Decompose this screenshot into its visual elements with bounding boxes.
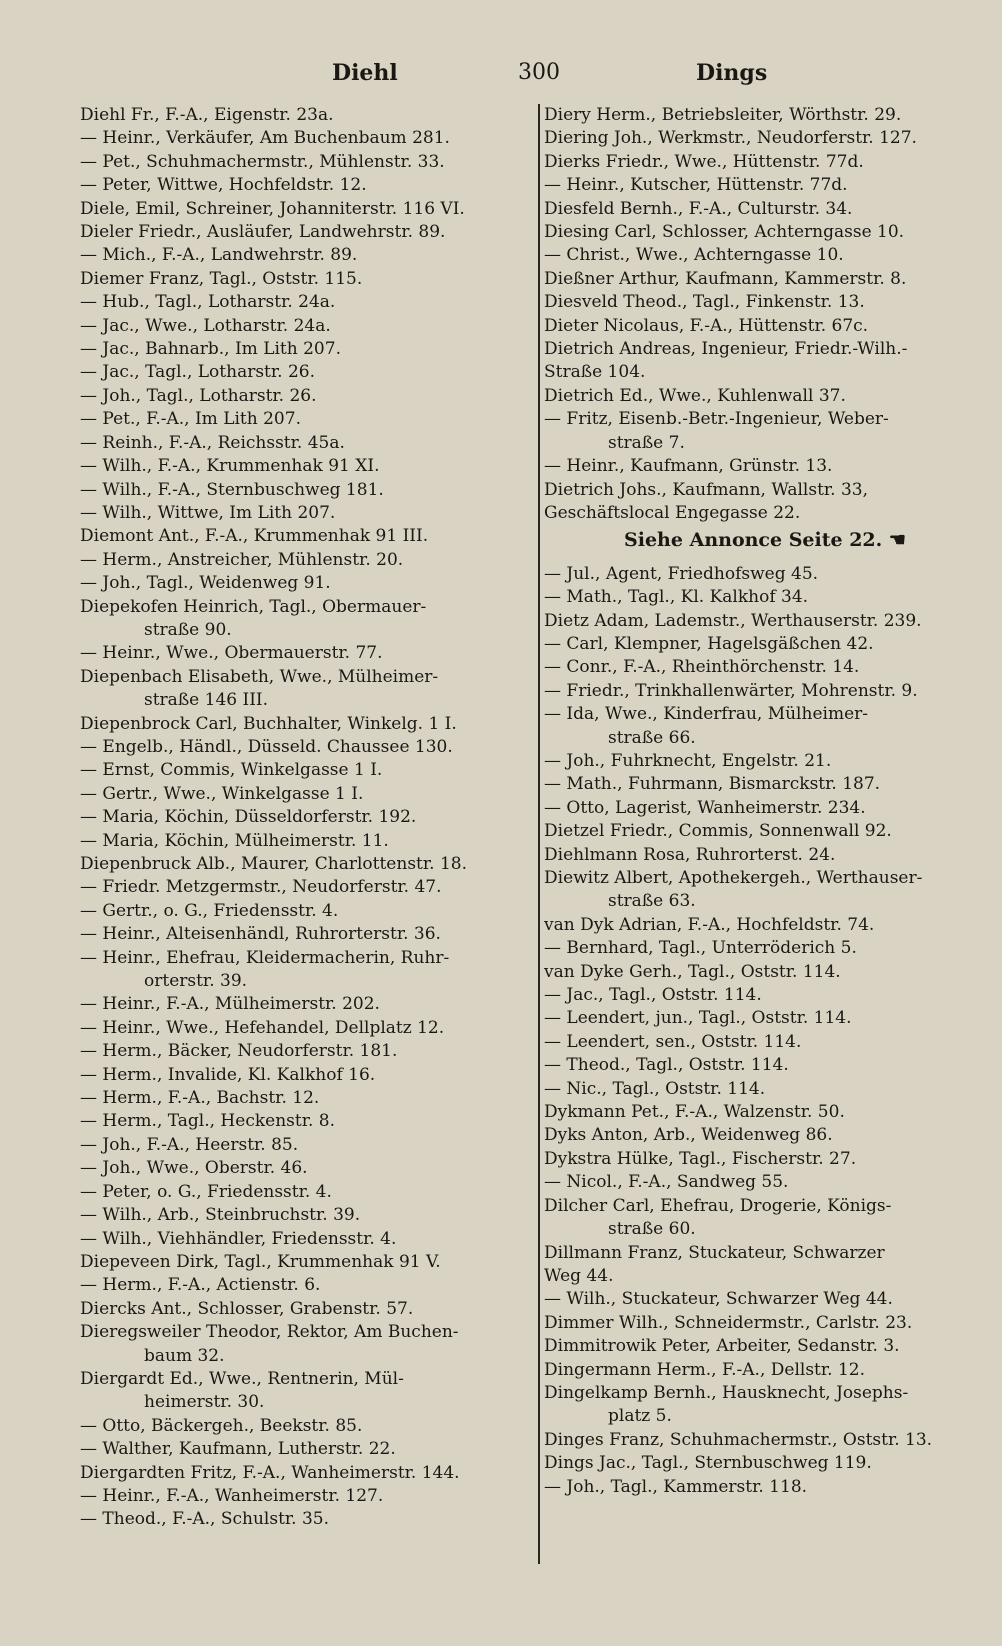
directory-entry: — Joh., Tagl., Kammerstr. 118. xyxy=(544,1476,808,1497)
entry-continuation: platz 5. xyxy=(608,1406,672,1427)
directory-entry: — Reinh., F.-A., Reichsstr. 45a. xyxy=(80,432,345,453)
directory-entry: — Wilh., F.-A., Krummenhak 91 XI. xyxy=(80,456,380,477)
directory-entry: van Dyk Adrian, F.-A., Hochfeldstr. 74. xyxy=(544,914,875,935)
directory-entry: Dykstra Hülke, Tagl., Fischerstr. 27. xyxy=(544,1148,857,1169)
directory-entry: Weg 44. xyxy=(544,1265,614,1286)
page-number: 300 xyxy=(518,60,560,85)
directory-entry: Geschäftslocal Engegasse 22. xyxy=(544,502,801,523)
directory-entry: Dingermann Herm., F.-A., Dellstr. 12. xyxy=(544,1359,865,1380)
directory-entry: — Theod., Tagl., Oststr. 114. xyxy=(544,1055,789,1076)
right-column xyxy=(544,104,986,1499)
directory-entry: — Joh., Wwe., Oberstr. 46. xyxy=(80,1158,308,1179)
directory-entry: — Heinr., Wwe., Obermauerstr. 77. xyxy=(80,643,383,664)
directory-entry: — Jul., Agent, Friedhofsweg 45. xyxy=(544,563,819,584)
directory-entry: — Wilh., F.-A., Sternbuschweg 181. xyxy=(80,479,384,500)
directory-entry: Diepeveen Dirk, Tagl., Krummenhak 91 V. xyxy=(80,1251,441,1272)
directory-entry: Diercks Ant., Schlosser, Grabenstr. 57. xyxy=(80,1298,414,1319)
entry-continuation: straße 60. xyxy=(608,1219,696,1240)
directory-entry: — Heinr., Alteisenhändl, Ruhrorterstr. 36. xyxy=(80,924,441,945)
directory-entry: — Ernst, Commis, Winkelgasse 1 I. xyxy=(80,760,383,781)
page-header xyxy=(80,60,976,90)
directory-entry: — Friedr., Trinkhallenwärter, Mohrenstr. 9. xyxy=(544,680,918,701)
entry-continuation: baum 32. xyxy=(144,1345,225,1366)
directory-entry: — Math., Fuhrmann, Bismarckstr. 187. xyxy=(544,774,881,795)
directory-entry: — Peter, Wittwe, Hochfeldstr. 12. xyxy=(80,175,367,196)
directory-entry: — Otto, Bäckergeh., Beekstr. 85. xyxy=(80,1415,363,1436)
directory-entry: — Leendert, jun., Tagl., Oststr. 114. xyxy=(544,1008,852,1029)
directory-entry: Dieter Nicolaus, F.-A., Hüttenstr. 67c. xyxy=(544,315,869,336)
directory-entry: Diergardten Fritz, F.-A., Wanheimerstr. 144. xyxy=(80,1462,460,1483)
directory-entry: — Joh., Tagl., Weidenweg 91. xyxy=(80,573,331,594)
directory-entry: — Maria, Köchin, Mülheimerstr. 11. xyxy=(80,830,389,851)
directory-entry: — Herm., F.-A., Bachstr. 12. xyxy=(80,1088,320,1109)
entry-continuation: straße 66. xyxy=(608,727,696,748)
directory-entry: — Jac., Tagl., Oststr. 114. xyxy=(544,985,762,1006)
right-column-entries-top xyxy=(544,104,986,525)
directory-entry: Diepenbruck Alb., Maurer, Charlottenstr. 18. xyxy=(80,854,467,874)
directory-entry: Diemont Ant., F.-A., Krummenhak 91 III. xyxy=(80,526,429,547)
entry-continuation: orterstr. 39. xyxy=(144,971,248,992)
directory-entry: — Joh., Fuhrknecht, Engelstr. 21. xyxy=(544,750,832,771)
directory-entry: — Wilh., Viehhändler, Friedensstr. 4. xyxy=(80,1228,397,1249)
directory-entry: — Pet., F.-A., Im Lith 207. xyxy=(80,409,301,430)
directory-entry: Diepekofen Heinrich, Tagl., Obermauer- xyxy=(80,596,427,617)
directory-entry: Dimmitrowik Peter, Arbeiter, Sedanstr. 3. xyxy=(544,1336,900,1357)
directory-entry: — Otto, Lagerist, Wanheimerstr. 234. xyxy=(544,797,866,818)
directory-entry: Dietzel Friedr., Commis, Sonnenwall 92. xyxy=(544,821,892,842)
directory-entry: — Mich., F.-A., Landwehrstr. 89. xyxy=(80,245,358,266)
directory-entry: — Friedr. Metzgermstr., Neudorferstr. 47. xyxy=(80,877,442,898)
directory-entry: Dießner Arthur, Kaufmann, Kammerstr. 8. xyxy=(544,268,907,289)
directory-entry: Dietz Adam, Lademstr., Werthauserstr. 239. xyxy=(544,610,922,631)
directory-entry: Diepenbrock Carl, Buchhalter, Winkelg. 1 I. xyxy=(80,713,457,734)
directory-entry: — Theod., F.-A., Schulstr. 35. xyxy=(80,1509,330,1530)
directory-entry: Dillmann Franz, Stuckateur, Schwarzer xyxy=(544,1242,885,1263)
header-right-keyword: Dings xyxy=(696,60,768,86)
notice-text: Siehe Annonce Seite 22. xyxy=(624,529,883,552)
directory-entry: — Carl, Klempner, Hagelsgäßchen 42. xyxy=(544,633,874,654)
directory-entry: van Dyke Gerh., Tagl., Oststr. 114. xyxy=(544,961,841,982)
directory-entry: — Gertr., Wwe., Winkelgasse 1 I. xyxy=(80,783,364,804)
directory-entry: Dykmann Pet., F.-A., Walzenstr. 50. xyxy=(544,1102,845,1123)
directory-entry: — Jac., Wwe., Lotharstr. 24a. xyxy=(80,315,331,336)
directory-entry: — Leendert, sen., Oststr. 114. xyxy=(544,1031,802,1052)
directory-entry: Diery Herm., Betriebsleiter, Wörthstr. 29. xyxy=(544,105,902,125)
directory-entry: — Heinr., Kaufmann, Grünstr. 13. xyxy=(544,456,833,477)
directory-entry: Diering Joh., Werkmstr., Neudorferstr. 127. xyxy=(544,128,917,149)
directory-entry: — Engelb., Händl., Düsseld. Chaussee 130. xyxy=(80,736,453,757)
directory-entry: — Ida, Wwe., Kinderfrau, Mülheimer- xyxy=(544,704,868,725)
directory-entry: — Heinr., F.-A., Mülheimerstr. 202. xyxy=(80,994,380,1015)
directory-entry: — Heinr., Verkäufer, Am Buchenbaum 281. xyxy=(80,128,450,149)
directory-entry: — Math., Tagl., Kl. Kalkhof 34. xyxy=(544,587,809,608)
directory-entry: — Nicol., F.-A., Sandweg 55. xyxy=(544,1172,789,1193)
directory-entry: — Heinr., Kutscher, Hüttenstr. 77d. xyxy=(544,175,848,196)
directory-entry: Diehl Fr., F.-A., Eigenstr. 23a. xyxy=(80,105,334,125)
directory-entry: — Nic., Tagl., Oststr. 114. xyxy=(544,1078,766,1099)
directory-entry: Diemer Franz, Tagl., Oststr. 115. xyxy=(80,268,363,289)
directory-entry: — Joh., F.-A., Heerstr. 85. xyxy=(80,1134,299,1155)
directory-entry: Dimmer Wilh., Schneidermstr., Carlstr. 23. xyxy=(544,1312,913,1333)
directory-entry: — Wilh., Wittwe, Im Lith 207. xyxy=(80,502,336,523)
directory-entry: Straße 104. xyxy=(544,362,646,383)
entry-continuation: straße 63. xyxy=(608,891,696,912)
directory-entry: Dieregsweiler Theodor, Rektor, Am Buchen- xyxy=(80,1322,459,1343)
directory-entry: — Fritz, Eisenb.-Betr.-Ingenieur, Weber- xyxy=(544,409,889,430)
directory-entry: — Herm., Anstreicher, Mühlenstr. 20. xyxy=(80,549,404,570)
entry-continuation: straße 7. xyxy=(608,432,685,453)
column-divider xyxy=(538,104,540,1564)
directory-entry: Dietrich Johs., Kaufmann, Wallstr. 33, xyxy=(544,479,869,500)
directory-entry: — Bernhard, Tagl., Unterröderich 5. xyxy=(544,938,857,959)
directory-entry: Dietrich Ed., Wwe., Kuhlenwall 37. xyxy=(544,385,846,406)
entry-continuation: straße 146 III. xyxy=(144,690,269,711)
directory-entry: Dierks Friedr., Wwe., Hüttenstr. 77d. xyxy=(544,151,864,172)
directory-entry: — Gertr., o. G., Friedensstr. 4. xyxy=(80,900,339,921)
directory-entry: — Jac., Bahnarb., Im Lith 207. xyxy=(80,339,341,360)
directory-entry: Dinges Franz, Schuhmachermstr., Oststr. 13. xyxy=(544,1429,933,1450)
directory-entry: — Christ., Wwe., Achterngasse 10. xyxy=(544,245,844,266)
directory-entry: Dietrich Andreas, Ingenieur, Friedr.-Wilh.- xyxy=(544,339,908,360)
advertisement-notice xyxy=(544,529,986,552)
directory-entry: Dings Jac., Tagl., Sternbuschweg 119. xyxy=(544,1453,872,1474)
right-column-entries-bottom xyxy=(544,563,986,1499)
directory-entry: — Herm., Bäcker, Neudorferstr. 181. xyxy=(80,1041,398,1062)
directory-entry: — Walther, Kaufmann, Lutherstr. 22. xyxy=(80,1439,396,1460)
directory-entry: Diewitz Albert, Apothekergeh., Werthauser- xyxy=(544,868,923,888)
entry-continuation: straße 90. xyxy=(144,619,232,640)
directory-entry: Diesing Carl, Schlosser, Achterngasse 10. xyxy=(544,222,905,243)
directory-entry: — Wilh., Stuckateur, Schwarzer Weg 44. xyxy=(544,1289,893,1310)
directory-entry: Dingelkamp Bernh., Hausknecht, Josephs- xyxy=(544,1382,909,1403)
pointing-hand-icon: ☚ xyxy=(888,529,906,552)
directory-entry: — Jac., Tagl., Lotharstr. 26. xyxy=(80,362,315,383)
directory-entry: — Hub., Tagl., Lotharstr. 24a. xyxy=(80,292,336,313)
directory-entry: Diesveld Theod., Tagl., Finkenstr. 13. xyxy=(544,292,865,313)
directory-entry: Dyks Anton, Arb., Weidenweg 86. xyxy=(544,1125,833,1146)
directory-entry: Dilcher Carl, Ehefrau, Drogerie, Königs- xyxy=(544,1195,892,1216)
entry-continuation: heimerstr. 30. xyxy=(144,1392,265,1413)
directory-entry: Diele, Emil, Schreiner, Johanniterstr. 116 VI. xyxy=(80,198,465,219)
directory-entry: Dieler Friedr., Ausläufer, Landwehrstr. 89. xyxy=(80,222,446,243)
directory-entry: Diepenbach Elisabeth, Wwe., Mülheimer- xyxy=(80,666,439,687)
directory-entry: — Herm., F.-A., Actienstr. 6. xyxy=(80,1275,321,1296)
directory-entry: — Heinr., Ehefrau, Kleidermacherin, Ruhr- xyxy=(80,947,450,968)
directory-entry: — Heinr., F.-A., Wanheimerstr. 127. xyxy=(80,1485,384,1506)
directory-entry: Diehlmann Rosa, Ruhrorterst. 24. xyxy=(544,844,836,865)
header-left-keyword: Diehl xyxy=(332,60,398,86)
directory-entry: — Herm., Invalide, Kl. Kalkhof 16. xyxy=(80,1064,376,1085)
directory-entry: — Maria, Köchin, Düsseldorferstr. 192. xyxy=(80,807,417,828)
directory-entry: Diesfeld Bernh., F.-A., Culturstr. 34. xyxy=(544,198,853,219)
directory-entry: — Pet., Schuhmachermstr., Mühlenstr. 33. xyxy=(80,151,445,172)
directory-entry: — Herm., Tagl., Heckenstr. 8. xyxy=(80,1111,335,1132)
directory-entry: — Peter, o. G., Friedensstr. 4. xyxy=(80,1181,332,1202)
directory-entry: — Heinr., Wwe., Hefehandel, Dellplatz 12. xyxy=(80,1017,445,1038)
directory-entry: — Wilh., Arb., Steinbruchstr. 39. xyxy=(80,1205,361,1226)
directory-entry: — Conr., F.-A., Rheinthörchenstr. 14. xyxy=(544,657,860,678)
directory-entry: — Joh., Tagl., Lotharstr. 26. xyxy=(80,385,317,406)
left-column xyxy=(80,104,520,1532)
directory-entry: Diergardt Ed., Wwe., Rentnerin, Mül- xyxy=(80,1368,404,1389)
